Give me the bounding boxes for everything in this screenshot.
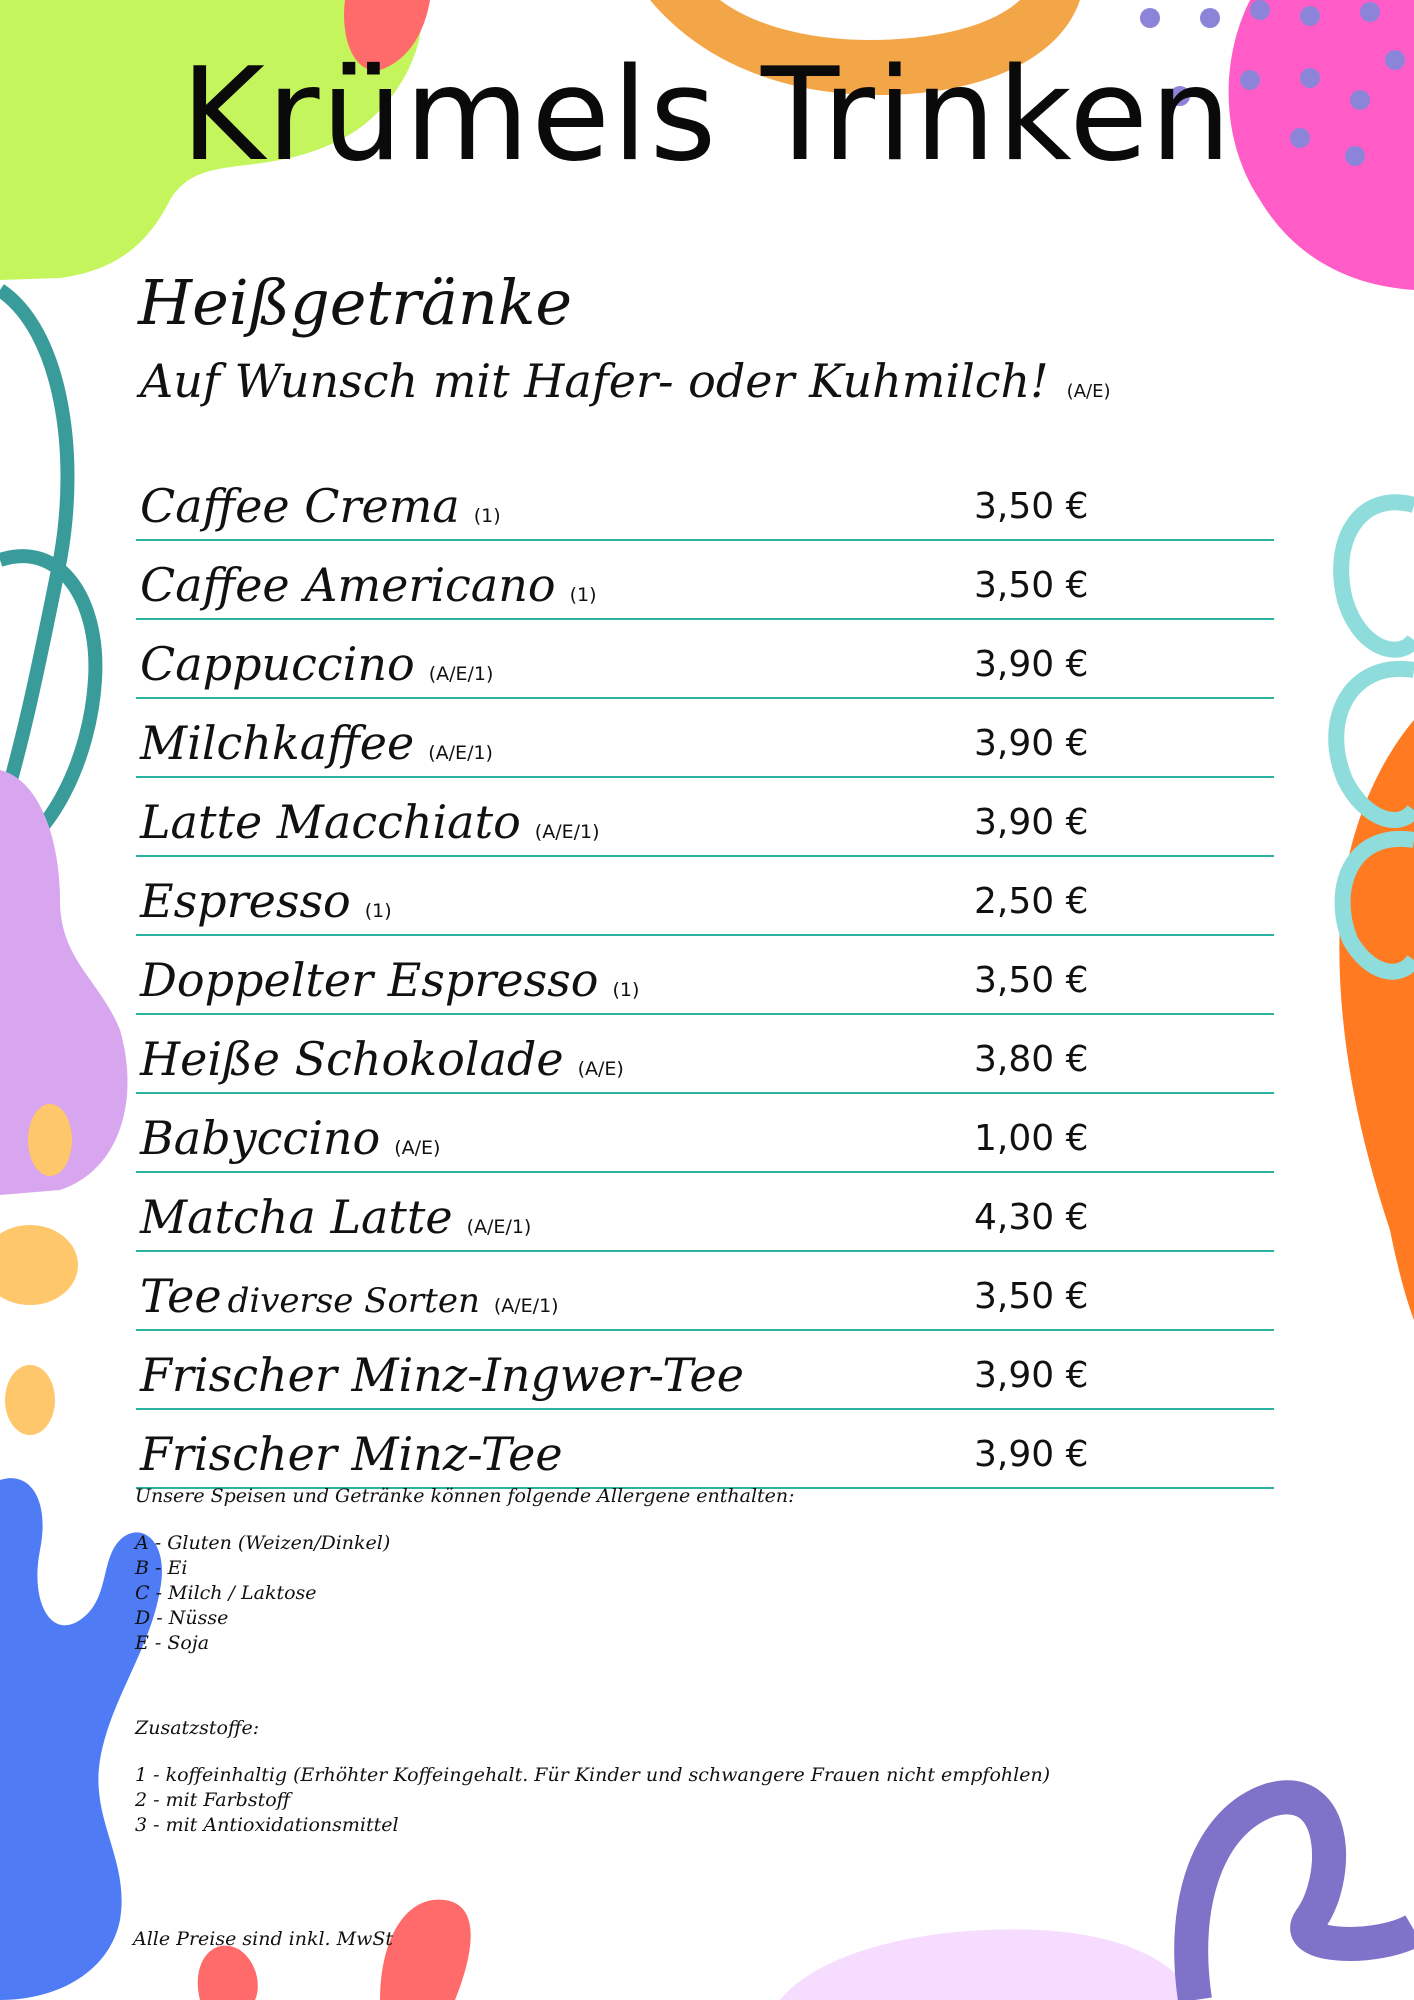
additive-item: 2 - mit Farbstoff [135,1789,291,1811]
menu-item-price: 3,50 € [974,486,1089,527]
menu-item-tag: (A/E/1) [534,821,600,843]
menu-item-tag: (A/E/1) [428,742,493,764]
menu-item-price: 1,00 € [974,1118,1089,1159]
allergen-item: B - Ei [135,1557,188,1579]
menu-item [136,857,1274,936]
menu-item [136,778,1274,857]
allergen-info [135,1484,1135,1656]
menu-item-price: 3,90 € [974,1434,1089,1475]
menu-item-tag: (1) [473,505,501,527]
menu-item [136,1252,1274,1331]
additive-info [135,1716,1235,1838]
menu-item [136,1015,1274,1094]
menu-item-price: 3,50 € [974,960,1089,1001]
menu-item-tag: (1) [569,584,597,606]
section-subtitle [140,354,1111,408]
menu-item-name: Matcha Latte [140,1190,453,1244]
menu-item [136,462,1274,541]
drinks-menu [136,462,1274,1489]
menu-item-name: Caffee Crema [140,479,460,533]
menu-item-price: 3,90 € [974,644,1089,685]
menu-item-name: Tee [140,1269,222,1323]
menu-item [136,1173,1274,1252]
menu-item-note: diverse Sorten [227,1281,480,1321]
menu-item-name: Doppelter Espresso [140,953,599,1007]
menu-item-price: 3,50 € [974,1276,1089,1317]
menu-item [136,699,1274,778]
section-title: Heißgetränke [138,266,573,339]
menu-item-name: Espresso [140,874,351,928]
menu-item [136,936,1274,1015]
menu-item-name: Caffee Americano [140,558,556,612]
page-title: Krümels Trinken [180,41,1234,190]
menu-item-tag: (1) [364,900,392,922]
menu-item-price: 3,80 € [974,1039,1089,1080]
allergen-item: C - Milch / Laktose [135,1582,317,1604]
allergen-item: A - Gluten (Weizen/Dinkel) [135,1532,391,1554]
menu-item [136,620,1274,699]
additive-item: 1 - koffeinhaltig (Erhöhter Koffeingehalt. Für Kinder und schwangere Frauen nicht empfohlen) [135,1764,1051,1786]
menu-item-name: Latte Macchiato [140,795,521,849]
menu-item [136,1331,1274,1410]
menu-item-tag: (1) [612,979,640,1001]
menu-item-name: Frischer Minz-Ingwer-Tee [140,1348,744,1402]
menu-item [136,1094,1274,1173]
menu-item-price: 3,90 € [974,723,1089,764]
allergen-heading: Unsere Speisen und Getränke können folgende Allergene enthalten: [135,1485,795,1507]
menu-item-name: Milchkaffee [140,716,415,770]
menu-item-name: Cappuccino [140,637,415,691]
menu-item-tag: (A/E) [577,1058,624,1080]
menu-item-price: 3,90 € [974,1355,1089,1396]
menu-item-price: 2,50 € [974,881,1089,922]
additive-item: 3 - mit Antioxidationsmittel [135,1814,399,1836]
additive-heading: Zusatzstoffe: [135,1717,260,1739]
menu-item-tag: (A/E/1) [428,663,494,685]
menu-item-tag: (A/E) [394,1137,441,1159]
menu-item-name: Babyccino [140,1111,381,1165]
menu-item-price: 3,50 € [974,565,1089,606]
menu-item-tag: (A/E/1) [493,1295,559,1317]
menu-item-name: Heiße Schokolade [140,1032,564,1086]
menu-item [136,1410,1274,1489]
menu-item-price: 3,90 € [974,802,1089,843]
menu-item [136,541,1274,620]
subtitle-text: Auf Wunsch mit Hafer- oder Kuhmilch! [140,354,1049,408]
footer-note: Alle Preise sind inkl. MwSt [133,1928,393,1950]
menu-item-name: Frischer Minz-Tee [140,1427,563,1481]
menu-item-price: 4,30 € [974,1197,1089,1238]
allergen-item: D - Nüsse [135,1607,229,1629]
menu-item-tag: (A/E/1) [466,1216,532,1238]
subtitle-allergen-tag: (A/E) [1066,381,1111,402]
allergen-item: E - Soja [135,1632,210,1654]
